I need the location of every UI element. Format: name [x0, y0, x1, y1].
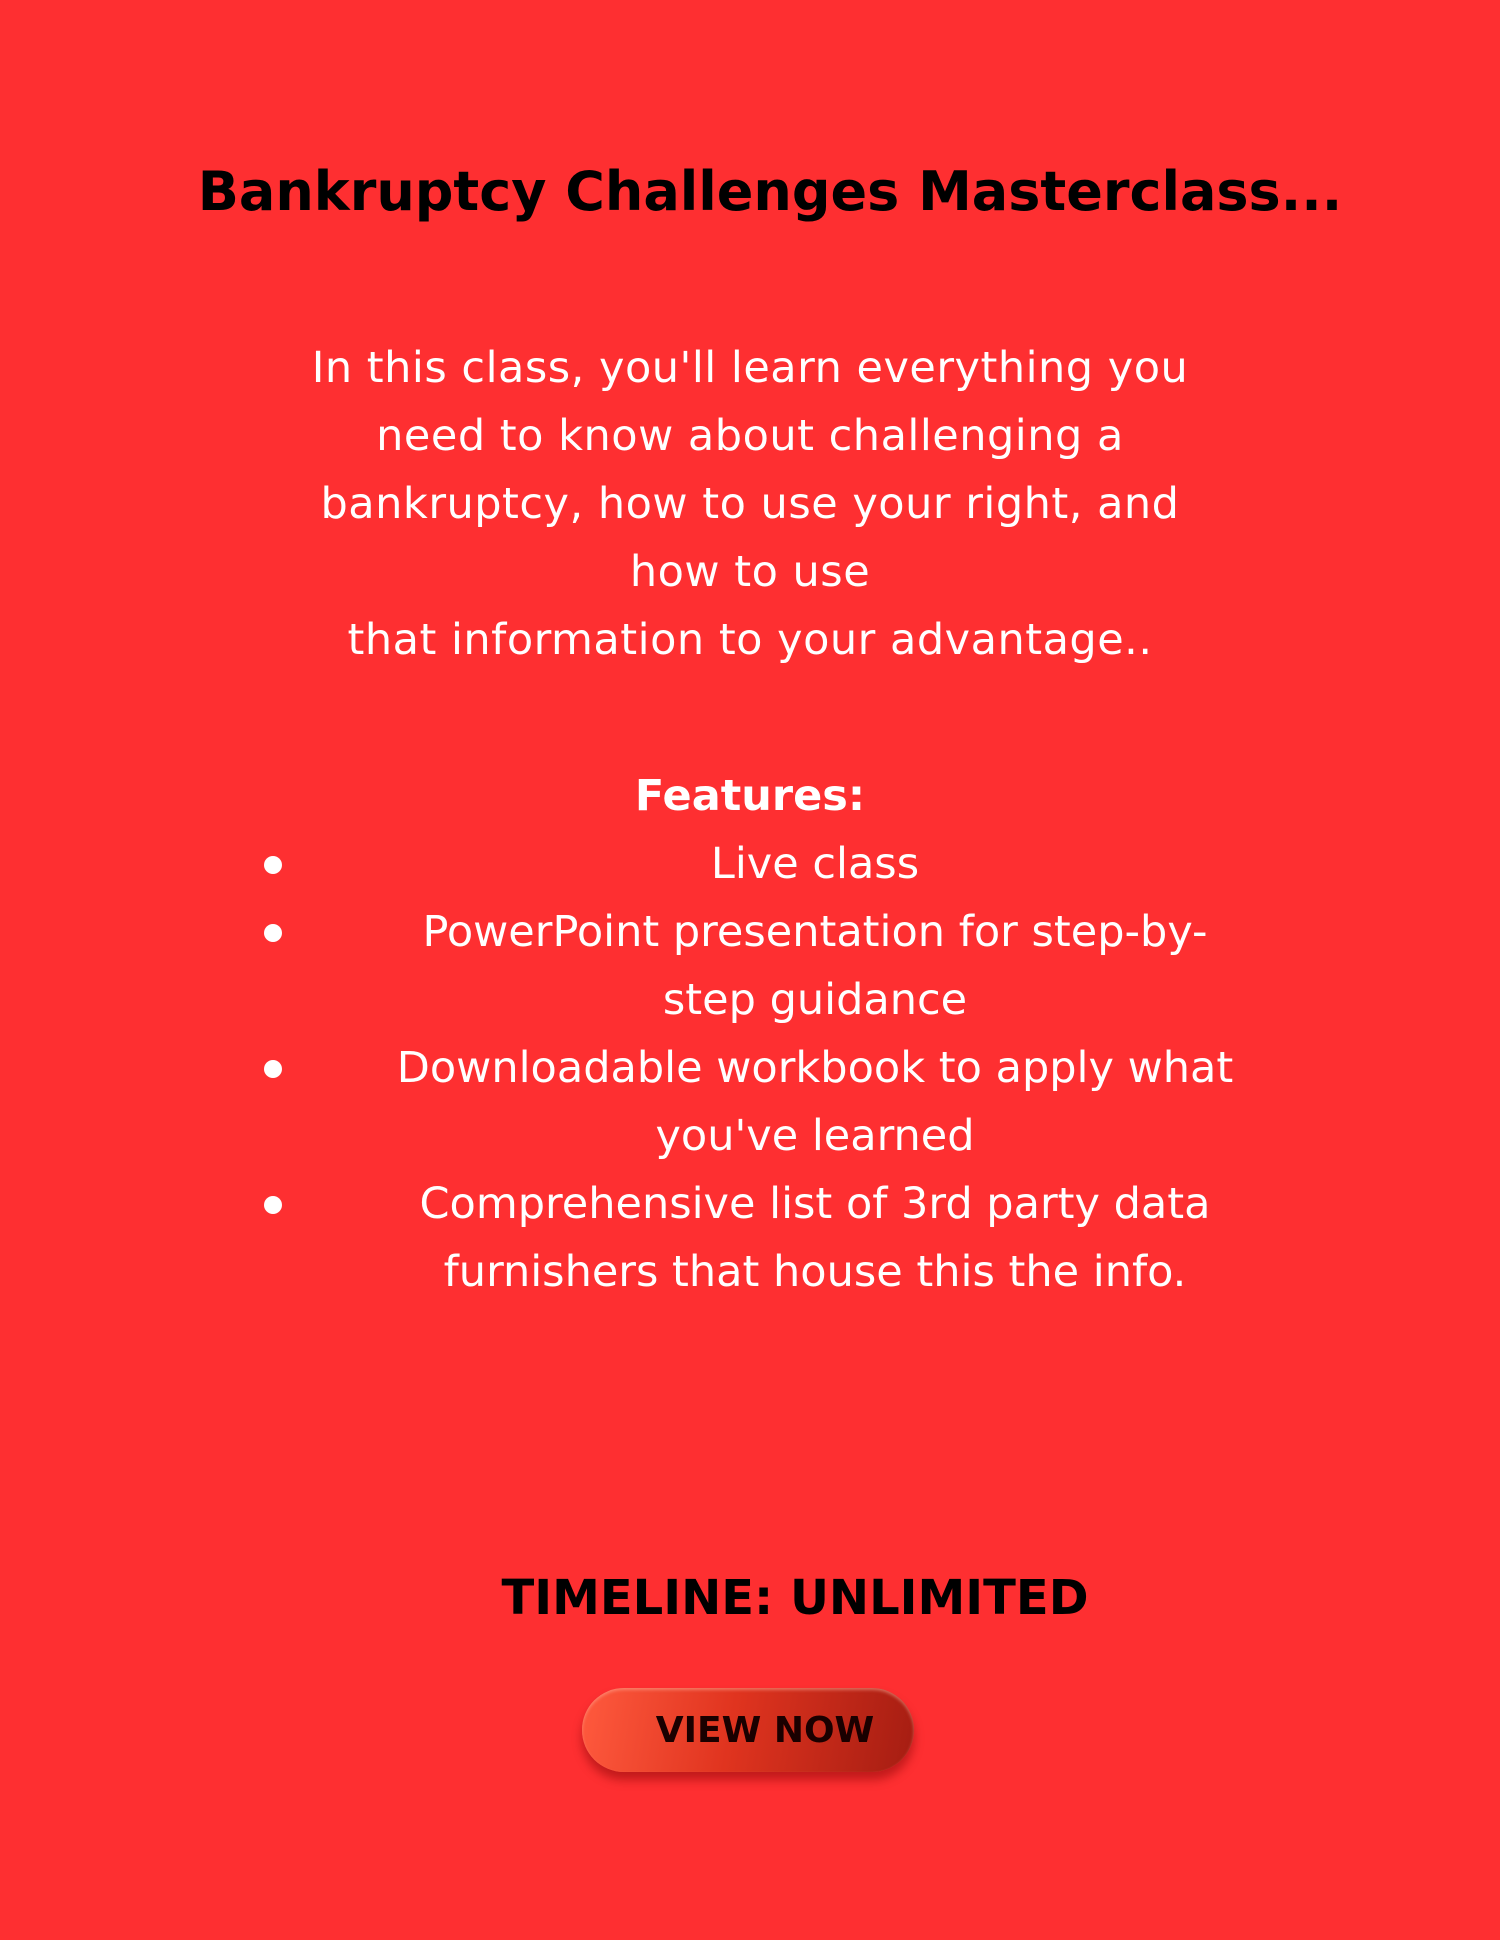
feature-line: Live class: [710, 839, 920, 889]
intro-line: In this class, you'll learn everything you: [311, 343, 1189, 393]
feature-text: [330, 1034, 1300, 1170]
feature-line: PowerPoint presentation for step-by-: [422, 907, 1208, 957]
features-list: [260, 830, 1320, 1306]
feature-item-workbook: [260, 1034, 1320, 1170]
page-title: Bankruptcy Challenges Masterclass...: [197, 160, 1343, 223]
view-now-button[interactable]: VIEW NOW: [582, 1688, 914, 1772]
bullet-icon: [264, 924, 282, 942]
features-heading: Features:: [634, 771, 866, 821]
feature-text: [330, 1170, 1300, 1306]
bullet-icon: [264, 856, 282, 874]
feature-item-live-class: [260, 830, 1320, 898]
feature-item-powerpoint: [260, 898, 1320, 1034]
feature-line: furnishers that house this the info.: [443, 1247, 1187, 1297]
bullet-icon: [264, 1196, 282, 1214]
intro-line: that information to your advantage..: [347, 615, 1153, 665]
timeline-label: TIMELINE: UNLIMITED: [501, 1570, 1089, 1626]
feature-line: step guidance: [662, 975, 968, 1025]
feature-line: Comprehensive list of 3rd party data: [419, 1179, 1211, 1229]
feature-item-data-furnishers: [260, 1170, 1320, 1306]
feature-text: [330, 830, 1300, 898]
feature-text: [330, 898, 1300, 1034]
feature-line: Downloadable workbook to apply what: [396, 1043, 1234, 1093]
intro-line: how to use: [629, 547, 871, 597]
feature-line: you've learned: [655, 1111, 975, 1161]
intro-paragraph: [265, 334, 1235, 674]
intro-line: bankruptcy, how to use your right, and: [320, 479, 1180, 529]
intro-line: need to know about challenging a: [376, 411, 1124, 461]
bullet-icon: [264, 1060, 282, 1078]
